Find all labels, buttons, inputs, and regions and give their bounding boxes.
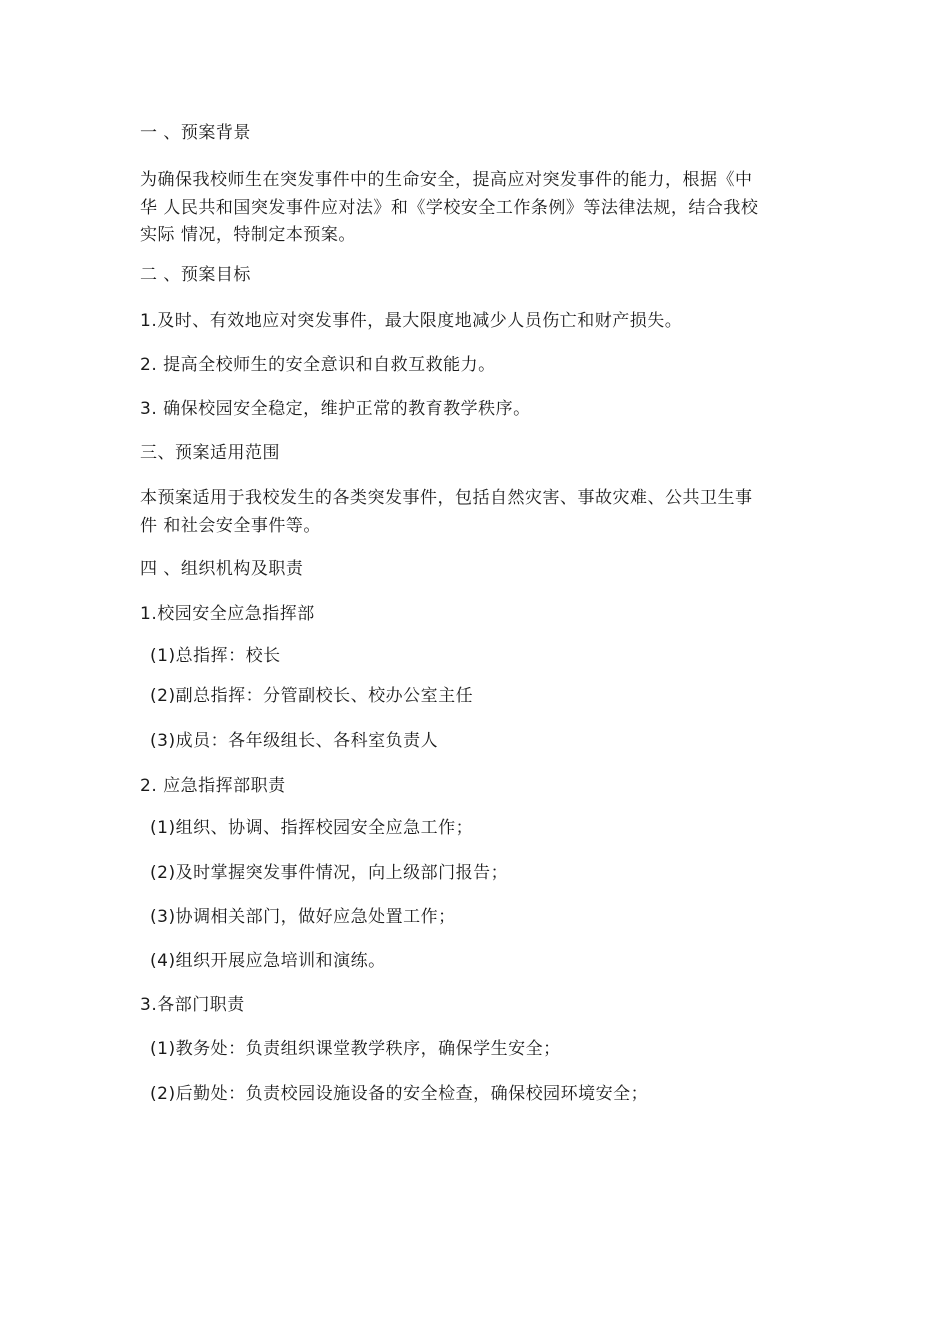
paragraph-line: 实际 情况，特制定本预案。: [140, 225, 356, 245]
section-heading-background: 一 、预案背景: [140, 123, 251, 143]
sub-list-item: (2)副总指挥：分管副校长、校办公室主任: [150, 686, 474, 706]
paragraph-line: 本预案适用于我校发生的各类突发事件，包括自然灾害、事故灾难、公共卫生事: [140, 488, 753, 508]
list-item: 3. 确保校园安全稳定，维护正常的教育教学秩序。: [140, 399, 531, 419]
sub-list-item: (3)成员：各年级组长、各科室负责人: [150, 731, 439, 751]
section-heading-goals: 二 、预案目标: [140, 265, 251, 285]
section-heading-scope: 三、预案适用范围: [140, 443, 280, 463]
paragraph-line: 为确保我校师生在突发事件中的生命安全，提高应对突发事件的能力，根据《中: [140, 170, 753, 190]
list-item: 3.各部门职责: [140, 995, 245, 1015]
sub-list-item: (2)后勤处：负责校园设施设备的安全检查，确保校园环境安全；: [150, 1084, 649, 1104]
list-item: 2. 提高全校师生的安全意识和自救互救能力。: [140, 355, 496, 375]
list-item: 1.及时、有效地应对突发事件，最大限度地减少人员伤亡和财产损失。: [140, 311, 683, 331]
sub-list-item: (4)组织开展应急培训和演练。: [150, 951, 386, 971]
sub-list-item: (3)协调相关部门，做好应急处置工作；: [150, 907, 456, 927]
sub-list-item: (1)总指挥：校长: [150, 646, 281, 666]
paragraph-line: 件 和社会安全事件等。: [140, 516, 321, 536]
paragraph-line: 华 人民共和国突发事件应对法》和《学校安全工作条例》等法律法规，结合我校: [140, 198, 759, 218]
sub-list-item: (1)组织、协调、指挥校园安全应急工作；: [150, 818, 474, 838]
sub-list-item: (1)教务处：负责组织课堂教学秩序，确保学生安全；: [150, 1039, 561, 1059]
list-item: 2. 应急指挥部职责: [140, 776, 286, 796]
section-heading-organization: 四 、组织机构及职责: [140, 559, 304, 579]
sub-list-item: (2)及时掌握突发事件情况，向上级部门报告；: [150, 863, 509, 883]
list-item: 1.校园安全应急指挥部: [140, 604, 315, 624]
